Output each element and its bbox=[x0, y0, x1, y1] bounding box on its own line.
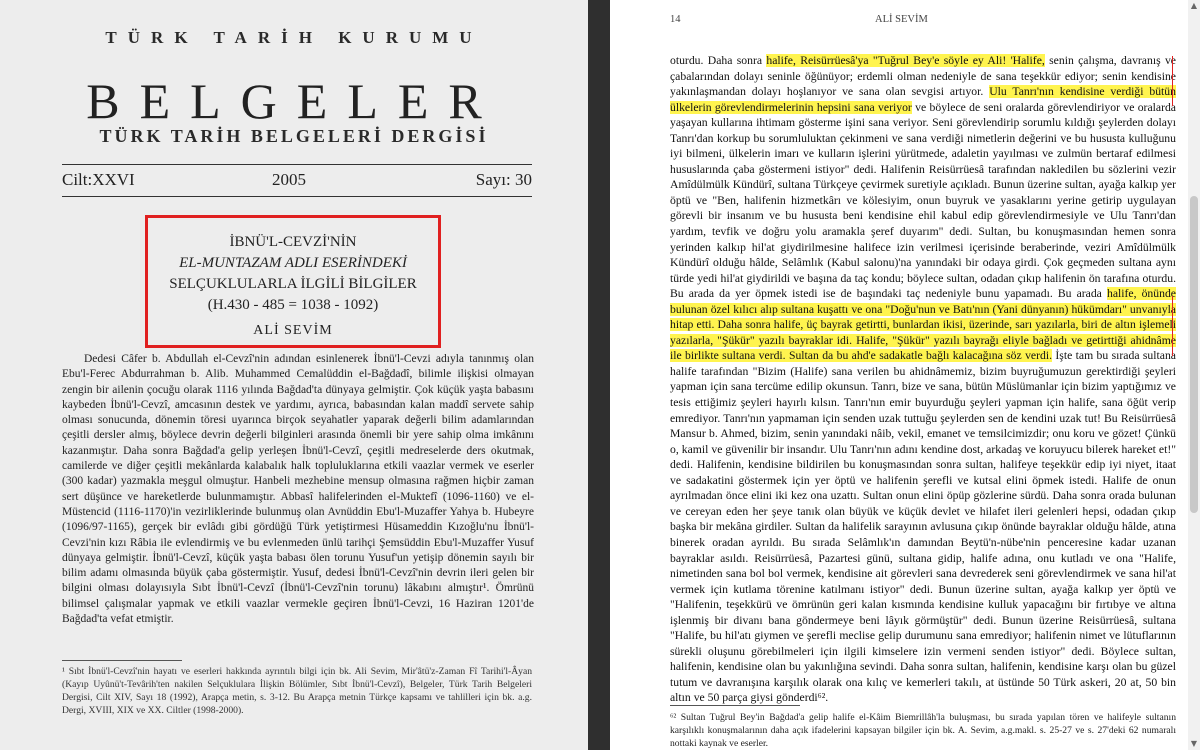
highlight-1: halife, Reisürrüesâ'ya "Tuğrul Bey'e söyle ey Ali! 'Halife, bbox=[766, 54, 1045, 67]
scrollbar-thumb[interactable] bbox=[1190, 196, 1198, 513]
bottom-rule bbox=[62, 196, 532, 197]
right-footnote: ⁶² Sultan Tuğrul Bey'in Bağdad'a gelip halife el-Kâim Biemrillâh'la buluşması, bu sırada yapılan tören ve halifeyle sultanın karşılıklı konuşmalarının daha açık ifadelerini kapsayan bilgiler için bk. A. Sevim, a.g.makl. s. 25-27 ve s. 27'deki 62 numaralı nottaki kaynak ve eserler. bbox=[670, 705, 1176, 750]
issue-info-row bbox=[62, 170, 532, 196]
page-number: 14 bbox=[670, 14, 681, 25]
red-margin-mark-2 bbox=[1172, 296, 1173, 356]
article-author: ALİ SEVİM bbox=[253, 323, 333, 338]
highlight-2: Ulu Tanrı'nın kendisine verdiği bütün ülkelerin görevlendirmelerinin hepsini sana veriyor bbox=[670, 85, 1176, 114]
right-paragraph bbox=[670, 53, 1176, 706]
scroll-down-arrow-icon[interactable]: ▼ bbox=[1190, 739, 1198, 748]
text-segment: ve böylece de seni oralarda görevlendiriyor ve oralarda yaşayan kullarına ihtimam gösterme işini sana veriyor. Seni görevlendirip sorumlu kıldığı şeylerden dolayı Tanrı'dan korkup bu sorumluluktan çekinmeni ve sana verdiği nimetlerin değerini ve bu hususta kulluğunu iyi bilmeni, ülkelerin imarı ve kulların işlerini yürütmede, adaletin yayılması ve zulmün bertaraf edilmesi hususlarında çaba göstermeni istiyor" dedi. Halifenin Reisürrüesâ tarafından nakledilen bu sözlerini vezir Amîdülmülk Kündürî, sultana Türkçeye çevirmek suretiyle açıkladı. Bunun üzerine sultan, ayağa kalkıp yer öptü ve "Ben, halifenin hizmetkârı ve kölesiyim, onun buyruk ve yasaklarını yerine getirip uygulayan görevli bir insanım ve bu hususta beni kendisine ehil kabul edip görevlendirmesiyle ve Ulu Tanrı'dan yardım, tevfik ve doğru yolu aramakla şeref duyarım" dedi. Sultan, bu konuşmasından hemen sonra yerinden kalkıp hil'at giydirilmesine halifece izin verilmesi içerisinde beraberinde, veziri Amîdülmülk Kündürî olduğu hâlde, Selâmlık (Kabul salonu)'na yanındaki bir odaya girdi. Çok geçmeden sultana aynı türde yedi hil'at giydirildi ve başına da taç kondu; böylece sultan, odadan çıkıp halifenin ön tarafına oturdu. Bu arada da yer öpmek istedi ise de başındaki taç nedeniyle bunu yapamadı. Bu arada bbox=[670, 100, 1176, 301]
scroll-up-arrow-icon[interactable]: ▲ bbox=[1190, 1, 1198, 10]
article-title-box bbox=[145, 215, 441, 348]
left-page bbox=[0, 0, 588, 750]
right-body-text bbox=[670, 53, 1176, 706]
article-title-line-3: SELÇUKLULARLA İLGİLİ BİLGİLER bbox=[169, 276, 417, 292]
top-rule bbox=[62, 164, 532, 165]
left-paragraph: Dedesi Câfer b. Abdullah el-Cevzî'nin adından esinlenerek İbnü'l-Cevzi adıyla tanınmış olan Ebu'l-Ferec Abdurrahman b. Alib. Muhammed Cemalüddin el-Bağdadî, bilimle ilişkisi olmayan zengin bir ailenin çocuğu olarak 1116 yılında Bağdad'ta dünyaya gelmiştir. Çok küçük yaşta babasını kaybeden İbnü'l-Cevzî, amcasının destek ve yardımı, ayrıca, babasından kalan maddî servete sahip olması sonucunda, dönemin töresi uyarınca birçok seyahatler yaparak değerli bilim adamlarından çeşitli dersler almış, böylece devrin değerli bilginleri arasında önemli bir yere sahip olma imkânını kazanmıştır. Daha sonra Bağdad'a gelip yerleşen İbnü'l-Cevzî, çeşitli medreselerde ders okutmak, camilerde ve diğer çeşitli mekânlarda kalabalık halk topluluklarına etkili vaazlar vermek ve eserler (300 kadar) yazmakla meşgul olmuştur. Hanbeli mezhebine mensup olmasına rağmen hiçbir zaman sert düşünce ve hareketlerde bulunmamıştır. Abbasî halifelerinden el-Muktefî (1096-1160) ve el-Müstencid (1116-1170)'in vezirliklerinde bulunmuş olan Avnüddin Ebu'l-Muzaffer Yahya b. Hubeyre (1096/97-1165), gerçek bir evlâdı gibi gördüğü Türk yetiştirmesi Hüsameddin Kızoğlu'nu İbnü'l-Cevzi'nin kızı Râbia ile evlendirmiş ve bu evlenmeden ünlü tarihçi Şemsüddin Ebu'l-Muzaffer Yusuf dünyaya gelmiştir. İbnü'l-Cevzî, küçük yaşta babası ölen torunu Yusuf'un yetişip dönemin sayılı bir bilim adamı olmasında büyük çaba göstermiştir. Yusuf, dedesi İbnü'l-Cevzî'nin devrin ileri gelen bir bilgini olması dolayısıyla Sıbt İbnü'l-Cevzî (İbnü'l-Cevzî'nin torunu) lâkabını almıştır¹. Ömrünü bilimsel çalışmalar yapmak ve etkili vaazlar vermekle geçiren İbnü'l-Cevzi, 16 Haziran 1201'de Bağdad'ta vefat etmiştir. bbox=[62, 353, 534, 626]
left-footnote: ¹ Sıbt İbnü'l-Cevzî'nin hayatı ve eserleri hakkında ayrıntılı bilgi için bk. Ali Sevim, Mir'âtü'z-Zaman Fî Tarihi'l-Âyan (Kayıp Uyûnü't-Tevârih'ten nakilen Selçuklulara İlişkin Bölümler, Sıbt İbnü'l-Cevzî), Belgeler, Türk Tarih Belgeleri Dergisi, Cilt XIV, Sayı 18 (1992), Arapça metin, s. 3-12. Bu Arapça metnin Türkçe kapsamı ve tahlilleri için bk. a.g. Dergi, XVIII, XIX ve XX. Ciltler (1998-2000). bbox=[62, 660, 532, 717]
running-head: ALİ SEVİM bbox=[875, 14, 928, 25]
institute-name: TÜRK TARİH KURUMU bbox=[105, 28, 483, 47]
article-dates: (H.430 - 485 = 1038 - 1092) bbox=[207, 297, 379, 313]
red-margin-mark-1 bbox=[1172, 56, 1173, 106]
text-segment: senin çalışma, davranış ve çabalarından dolayı seninle öğünüyor; erdemli olman nedeniyle de sana teşekkür ediyor; senin kendisine yakınlaşmandan dolayı hoşlanıyor ve sana olan sevgisi artıyor. bbox=[670, 54, 1176, 99]
text-segment: İşte tam bu sırada sultana halife tarafından "Bizim (Halife) sana verilen bu ahidnâmemiz, bizim buyruğumuzun gerektirdiği şeyleri yapman için sana tercüme edilip okunsun. Tanrı, bize ve sana, bütün Müslümanlar için bizim yaptığımız ve tesis ettiğimiz şeyleri hayırlı kılsın. Tanrı'nın emir buyurduğu şeyleri yapman için halife, sana öğüt verip emrediyor. Tanrı'nın yapmaman için senden uzak tuttuğu şeylerden sen de kendini uzak tut! Bu Reisürrüesâ Mansur b. Ahmed, bizim, senin yanındaki nâib, vekil, emanet ve temsilcimizdir; onu koru ve gözet! Çünkü o, kamil ve güvenilir bir insandır. Ulu Tanrı'nın adını kendine dost, arkadaş ve koruyucu bilerek hareket et!" dedi. Halifenin, kendisine bildirilen bu konuşmasından sonra sultan, halifeye teşekkür edip iyi niyet, itaat ve sadakatini göstermek için yer öptü ve halifenin şerefli ve kutsal elini öpmek istedi. Halife de onun ayrılmadan önce elini iki kez ona uzattı. Sultan onun elini öpüp gözlerine sürdü. Daha sonra orada bulunan ve cereyan eden her şeye tanık olan büyük ve küçük devlet ve hilafet ileri gelenleri hepsi, odadan çıkıp başka bir mekâna girdiler. Sultan da halifelik sarayının avlusuna çıkıp önünde bayraklar olduğu hâlde, atına binerek oradan ayrıldı. Bu sırada Selâmlık'ın damından Beytü'n-nübe'nin penceresine kadar uzanan bayraklar asıldı. Reisürrüesâ, Pazartesi günü, sultana gidip, halife adına, onu kutladı ve ona "Halife, nimetinden sana bol bol vermek, kendisine ait görevleri sana devrederek seni görevlendirmek ve sana hil'at vermek için kutlama törenine katılmanı istiyor" dedi. Bunun üzerine sultan, ayağa kalkıp yer öptü ve "Halifenin, teşekkürü ve ömrünün geri kalan kısmında kendisine kulluk yapacağını bir fırtıbye ve altına işlenmiş bir divanı bana göndermeye beni lâyık görmüştür" dedi. Bunun üzerine Reisürrüesâ, sultana "Halife, bu hil'atı giymen ve şerefli meclise gelip durumunu sana emrediyor; halifenin nimet ve lütuflarının sürekli oluşunu görebilmeleri için ilgili kimselere izin vermeni senden istiyor" dedi. Böylece sultan, halifenin, kendisine olan bu yakınlığına sevindi. Daha sonra sultan, halifenin, kendisine karşı olan bu güzel tutum ve davranışına karşılık olarak ona kılıç ve kemerleri takılı, at üstünde 50 Türk askeri, 20 at, 50 bin altın ve 50 parça giysi gönderdi⁶². bbox=[670, 349, 1176, 705]
journal-title: BELGELER bbox=[86, 73, 502, 129]
article-title-line-2: EL-MUNTAZAM ADLI ESERİNDEKİ bbox=[179, 255, 407, 271]
journal-subtitle: TÜRK TARİH BELGELERİ DERGİSİ bbox=[99, 126, 489, 146]
left-body-text bbox=[62, 352, 534, 627]
year-label: 2005 bbox=[272, 170, 306, 189]
issue-label: Sayı: 30 bbox=[475, 170, 532, 189]
highlight-3: halife, önünde bulunan özel kılıcı alıp sultana kuşattı ve ona "Doğu'nun ve Batı'nın (Yani dünyanın) hükümdarı" unvanıyla hitap etti. Daha sonra halife, üç bayrak getirtti, bunlardan ikisi, üzerinde, sarı yazılarla, biri de altın işlemeli yazılarla, "Şükür" yazılı bayraklar idi. Halife, "Şükür" yazılı bayrağı eliyle bağladı ve getirttiği ahidnâme ile birlikte sultana verdi. Sultan da bu ahd'e sadakatle bağlı kalacağına söz verdi. bbox=[670, 287, 1176, 363]
article-title-line-1: İBNÜ'L-CEVZİ'NİN bbox=[229, 234, 357, 250]
volume-label: Cilt:XXVI bbox=[62, 170, 135, 189]
page-gutter bbox=[588, 0, 610, 750]
text-segment: oturdu. Daha sonra bbox=[670, 54, 767, 67]
